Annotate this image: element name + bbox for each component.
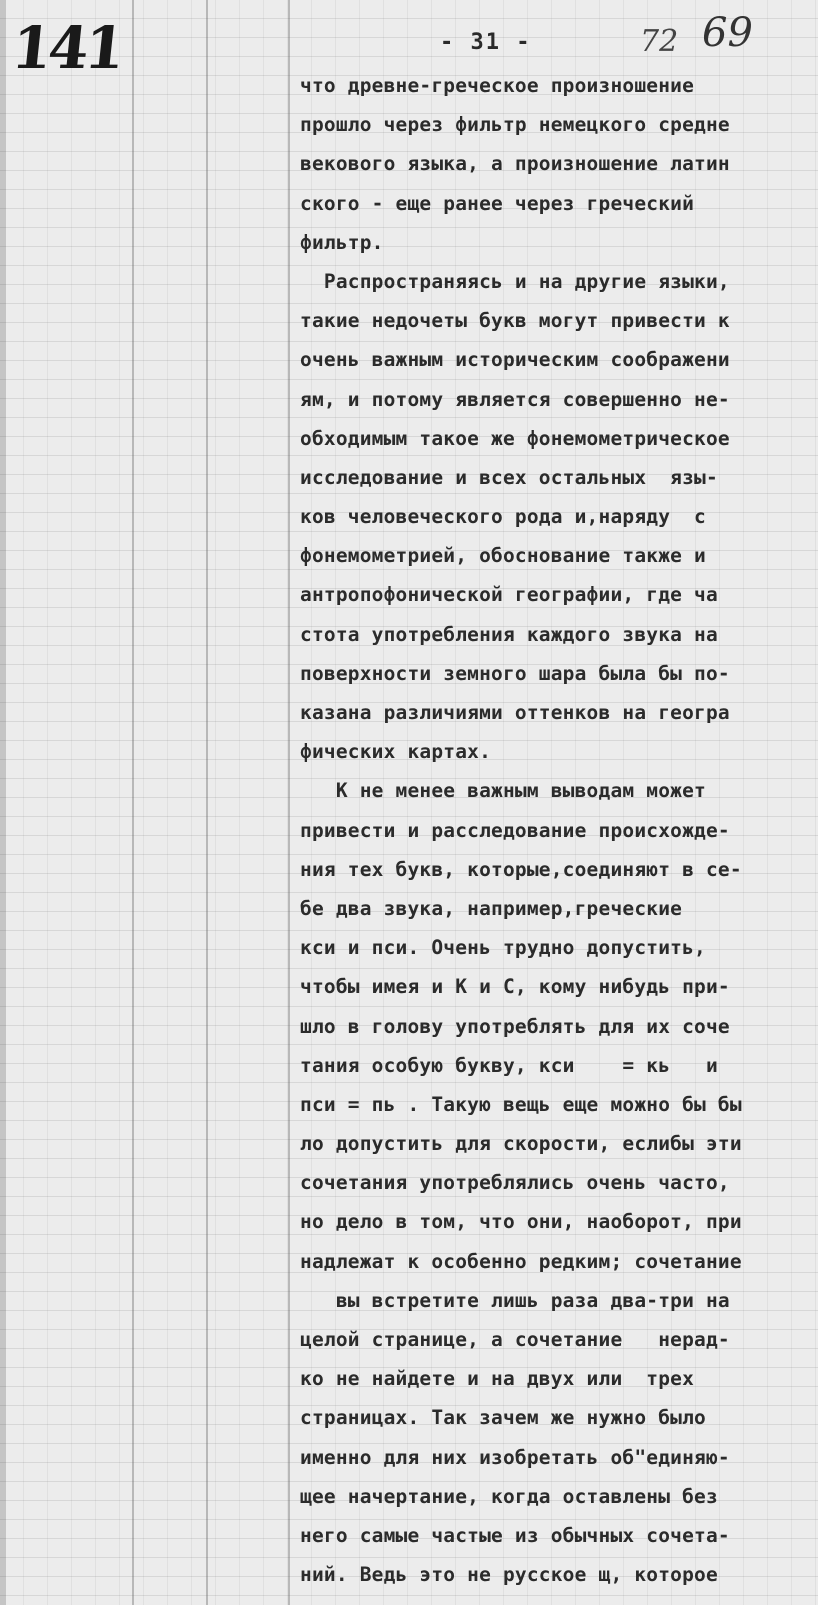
text-line: ло допустить для скорости, еслибы эти <box>300 1132 742 1156</box>
text-line: обходимым такое же фонемометрическое <box>300 426 730 450</box>
text-line: ний. Ведь это не русское щ, которое <box>300 1563 718 1587</box>
text-line: исследование и всех остальных язы- <box>300 465 718 489</box>
margin-line <box>288 0 290 1605</box>
text-line: ния тех букв, которые,соединяют в се- <box>300 857 742 881</box>
text-line: надлежат к особенно редким; сочетание <box>300 1249 742 1273</box>
text-line: казана различиями оттенков на геогра <box>300 701 730 724</box>
text-line: ям, и потому является совершенно не- <box>300 387 730 411</box>
text-line: ко не найдете и на двух или трех <box>300 1367 695 1391</box>
text-line: Распространяясь и на другие языки, <box>300 269 730 293</box>
text-line: чтобы имея и К и С, кому нибудь при- <box>300 975 730 999</box>
page-edge <box>0 0 6 1605</box>
text-line: фонемометрией, обоснование также и <box>300 544 706 568</box>
text-line: фических картах. <box>300 740 492 764</box>
text-line: именно для них изобретать об"единяю- <box>300 1445 730 1469</box>
ruling-line <box>132 0 134 1605</box>
text-line: бе два звука, например,греческие <box>300 896 683 920</box>
text-line: поверхности земного шара была бы по- <box>300 661 730 685</box>
typewritten-text <box>300 66 800 1594</box>
text-line: кси и пси. Очень трудно допустить, <box>300 936 706 960</box>
text-line: щее начертание, когда оставлены без <box>300 1484 718 1508</box>
text-line: антропофонической географии, где ча <box>300 583 718 607</box>
text-line: векового языка, а произношение латин <box>300 152 730 176</box>
text-line: привести и расследование происхожде- <box>300 818 730 842</box>
text-line: что древне-греческое произношение <box>300 74 695 97</box>
text-line: К не менее важным выводам может <box>300 779 706 803</box>
text-line: сочетания употреблялись очень часто, <box>300 1171 730 1195</box>
text-line: прошло через фильтр немецкого средне <box>300 113 730 137</box>
text-line: страницах. Так зачем же нужно было <box>300 1406 706 1430</box>
folio-mark: 69 <box>702 10 753 56</box>
text-line: ского - еще ранее через греческий <box>300 191 695 215</box>
page-number: - 31 - <box>440 30 532 55</box>
text-line: тания особую букву, кси = кь и <box>300 1053 718 1077</box>
text-line: него самые частые из обычных сочета- <box>300 1523 730 1547</box>
text-line: очень важным историческим соображени <box>300 348 730 372</box>
text-line: вы встретите лишь раза два-три на <box>300 1288 730 1312</box>
text-line: целой странице, а сочетание нерад- <box>300 1328 730 1351</box>
text-line: ков человеческого рода и,наряду с <box>300 505 706 529</box>
text-line: шло в голову употреблять для их соче <box>300 1014 730 1038</box>
text-line: такие недочеты букв могут привести к <box>300 309 730 333</box>
text-line: стота употребления каждого звука на <box>300 622 718 646</box>
text-line: но дело в том, что они, наоборот, при <box>300 1210 742 1234</box>
text-line: пси = пь . Такую вещь еще можно бы бы <box>300 1092 742 1116</box>
folio-mark: 72 <box>640 24 679 59</box>
archive-number: 141 <box>8 14 125 82</box>
text-line: фильтр. <box>300 230 384 254</box>
ruling-line <box>206 0 208 1605</box>
